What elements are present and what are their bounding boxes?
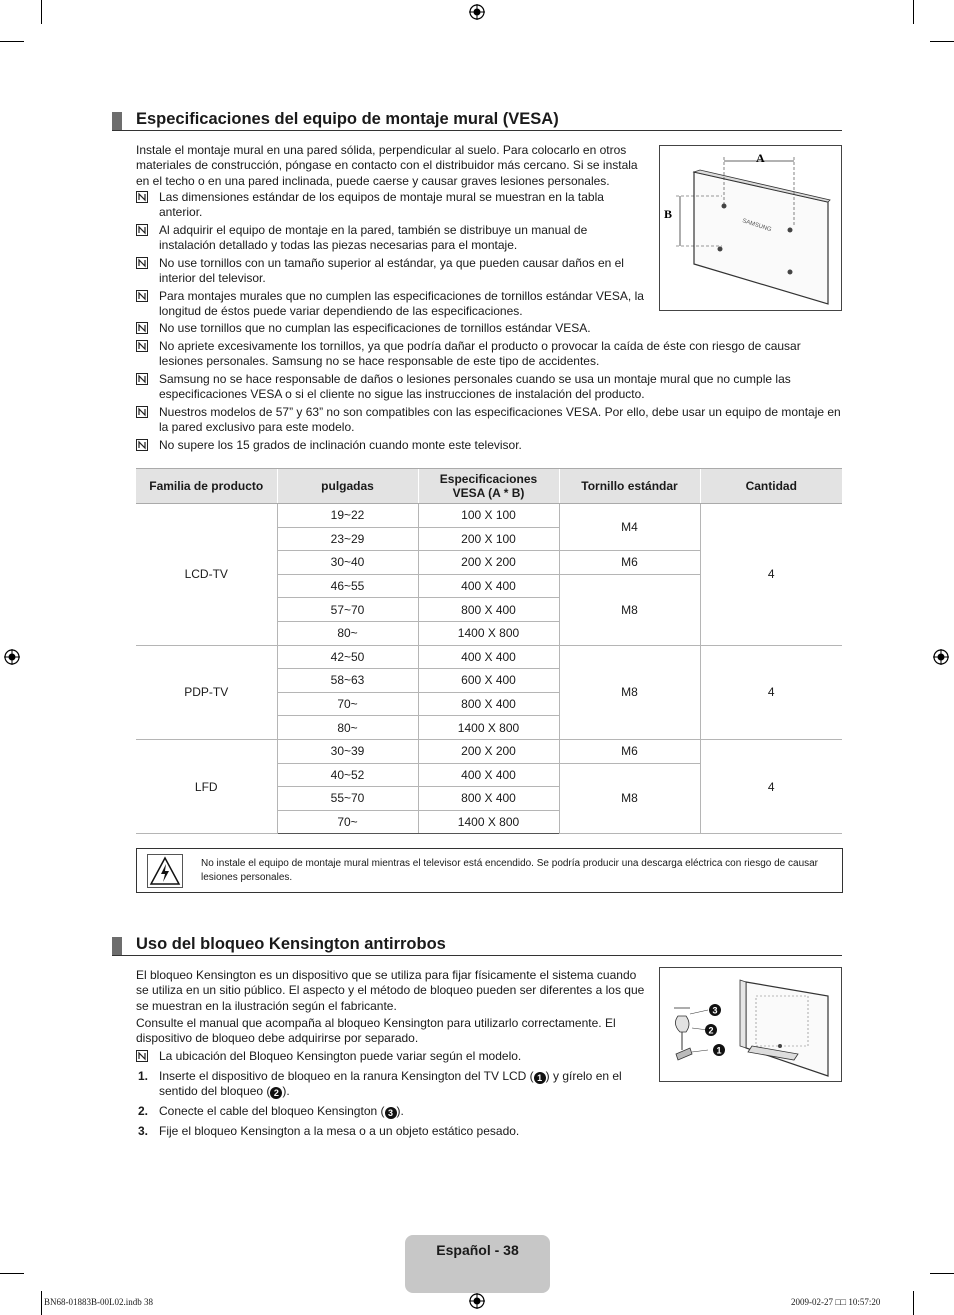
note-text: No use tornillos que no cumplan las especificaciones de tornillos estándar VESA. [159,321,591,335]
table-header: pulgadas [277,469,418,504]
callout-2-icon: 2 [270,1087,282,1099]
note-text: No supere los 15 grados de inclinación cuando monte este televisor. [159,438,522,452]
crop-mark [41,0,42,24]
vesa-spec-table [136,468,842,834]
crop-mark [0,1273,24,1274]
note-icon [136,1050,148,1062]
table-header-row [136,469,842,504]
section-title-text: Uso del bloqueo Kensington antirrobos [136,935,446,953]
table-cell: 80~ [277,621,418,645]
kensington-paragraph: Consulte el manual que acompaña al bloqueo Kensington para utilizarlo correctamente. El dispositivo de bloqueo debe adquirirse por separado. [136,1016,616,1046]
dimension-b-label: B [664,207,673,221]
table-cell: 1400 X 800 [418,621,559,645]
table-cell: 600 X 400 [418,669,559,693]
table-cell: 800 X 400 [418,598,559,622]
table-cell: 42~50 [277,645,418,669]
electric-hazard-icon [148,855,182,887]
note-icon [136,224,148,236]
note-icon [136,406,148,418]
table-cell: 70~ [277,692,418,716]
crop-mark [0,41,24,42]
kensington-paragraph: El bloqueo Kensington es un dispositivo que se utiliza para fijar físicamente el sistema cuando se utiliza en un sitio público. El aspecto y el método de bloqueo pueden ser diferentes a los que se muestran en la ilustración según el fabricante. [136,968,645,1013]
section-title-kensington [112,935,842,956]
table-header: Especificaciones VESA (A * B) [418,469,559,504]
note-icon [136,439,148,451]
table-cell-quantity: 4 [700,645,842,739]
table-cell: 100 X 100 [418,504,559,528]
table-cell: 23~29 [277,527,418,551]
table-cell-screw: M8 [559,574,700,645]
registration-mark-icon [469,4,485,20]
step-text-part: ). [396,1104,404,1118]
page-number: Español - 38 [436,1242,519,1258]
note-text: La ubicación del Bloqueo Kensington puede variar según el modelo. [159,1049,522,1063]
warning-text: No instale el equipo de montaje mural mientras el televisor está encendido. Se podría producir una descarga eléctrica con riesgo de causar lesiones personales. [201,858,819,883]
registration-mark-icon [4,649,20,665]
table-cell-screw: M8 [559,645,700,739]
section-bar [112,112,122,130]
table-cell: 30~39 [277,739,418,763]
note-text: Nuestros modelos de 57” y 63” no son compatibles con las especificaciones VESA. Por ello, debe usar un equipo de montaje en la pared exclusivo para este modelo. [159,405,841,435]
table-cell-quantity: 4 [700,504,842,646]
table-cell: 1400 X 800 [418,810,559,834]
note-icon [136,290,148,302]
table-cell-family: PDP-TV [136,645,277,739]
crop-mark [930,1273,954,1274]
table-cell: 400 X 400 [418,763,559,787]
step-number: 3. [138,1124,149,1138]
note-icon [136,322,148,334]
crop-mark [913,1291,914,1315]
tv-kensington-drawing [660,968,841,1081]
step-text-part: Conecte el cable del bloqueo Kensington ( [159,1104,385,1118]
footer-filename: BN68-01883B-00L02.indb 38 [44,1297,153,1307]
note-text: No use tornillos con un tamaño superior al estándar, ya que pueden causar daños en el interior del televisor. [159,256,624,286]
dimension-a-label: A [756,151,765,165]
table-cell-screw: M6 [559,551,700,575]
warning-box [136,848,843,893]
table-cell: 55~70 [277,787,418,811]
note-icon [136,373,148,385]
registration-mark-icon [933,649,949,665]
section-title-text: Especificaciones del equipo de montaje mural (VESA) [136,110,559,128]
section-title-vesa [112,110,842,131]
note-text: Al adquirir el equipo de montaje en la pared, también se distribuye un manual de instalación detallado y todas las piezas necesarias para el montaje. [159,223,588,253]
crop-mark [930,41,954,42]
table-cell: 800 X 400 [418,787,559,811]
step-number: 1. [138,1069,149,1083]
table-cell: 46~55 [277,574,418,598]
table-cell: 1400 X 800 [418,716,559,740]
footer-datetime: 2009-02-27 □□ 10:57:20 [791,1297,881,1307]
step-text-part: Inserte el dispositivo de bloqueo en la ranura Kensington del TV LCD ( [159,1069,534,1083]
step-text: Fije el bloqueo Kensington a la mesa o a un objeto estático pesado. [159,1124,520,1138]
table-cell: 800 X 400 [418,692,559,716]
step-text [159,1104,639,1119]
note-icon [136,340,148,352]
table-cell: 70~ [277,810,418,834]
table-cell-family: LCD-TV [136,504,277,646]
table-cell-screw: M6 [559,739,700,763]
table-cell: 30~40 [277,551,418,575]
table-cell-screw: M4 [559,504,700,551]
table-cell: 40~52 [277,763,418,787]
step-text-part: ). [282,1084,290,1099]
callout-1-icon: 1 [534,1072,546,1084]
registration-mark-icon [469,1293,485,1309]
table-row [136,645,842,669]
tv-back-drawing [660,146,841,310]
table-cell: 58~63 [277,669,418,693]
crop-mark [41,1291,42,1315]
page-number-tab [405,1235,550,1293]
note-icon [136,191,148,203]
table-cell: 19~22 [277,504,418,528]
kensington-illustration [659,967,842,1082]
note-text: Para montajes murales que no cumplen las especificaciones de tornillos estándar VESA, la longitud de éstos puede variar dependiendo de las especificaciones. [159,289,644,319]
intro-paragraph: Instale el montaje mural en una pared sólida, perpendicular al suelo. Para colocarlo en otros materiales de construcción, póngase en contacto con el distribuidor más cercano. Si se instala en el techo o en una pared inclinada, puede caerse y causar graves lesiones personales. [136,143,638,188]
callout-label: 2 [708,1025,714,1036]
table-cell-family: LFD [136,739,277,833]
step-text [159,1069,639,1100]
table-cell: 200 X 200 [418,551,559,575]
brand-label: SAMSUNG [741,218,773,234]
section-bar [112,937,122,955]
callout-3-icon: 3 [385,1107,397,1119]
table-cell: 80~ [277,716,418,740]
table-cell: 57~70 [277,598,418,622]
table-header: Tornillo estándar [559,469,700,504]
note-text: Las dimensiones estándar de los equipos de montaje mural se muestran en la tabla anterior. [159,190,604,220]
table-header: Familia de producto [136,469,277,504]
table-cell: 200 X 100 [418,527,559,551]
step-number: 2. [138,1104,149,1118]
table-cell-screw: M8 [559,763,700,834]
table-cell: 400 X 400 [418,645,559,669]
crop-mark [913,0,914,24]
table-row [136,504,842,528]
table-row [136,739,842,763]
table-cell-quantity: 4 [700,739,842,833]
table-cell: 400 X 400 [418,574,559,598]
note-text: Samsung no se hace responsable de daños o lesiones personales cuando se usa un montaje mural que no cumple las especificaciones VESA o si el cliente no sigue las instrucciones de instalación del producto. [159,372,791,402]
step-text-part: ) y gírelo en el sentido del bloqueo ( [159,1069,622,1099]
table-cell: 200 X 200 [418,739,559,763]
callout-label: 1 [716,1045,722,1056]
callout-label: 3 [712,1005,718,1016]
warning-icon-frame [147,854,183,888]
note-text: No apriete excesivamente los tornillos, ya que podría dañar el producto o provocar la caída de éste con riesgo de causar lesiones personales. Samsung no se hace responsable de este tipo de accidentes. [159,339,801,369]
note-icon [136,257,148,269]
vesa-illustration [659,145,842,311]
table-header: Cantidad [700,469,842,504]
